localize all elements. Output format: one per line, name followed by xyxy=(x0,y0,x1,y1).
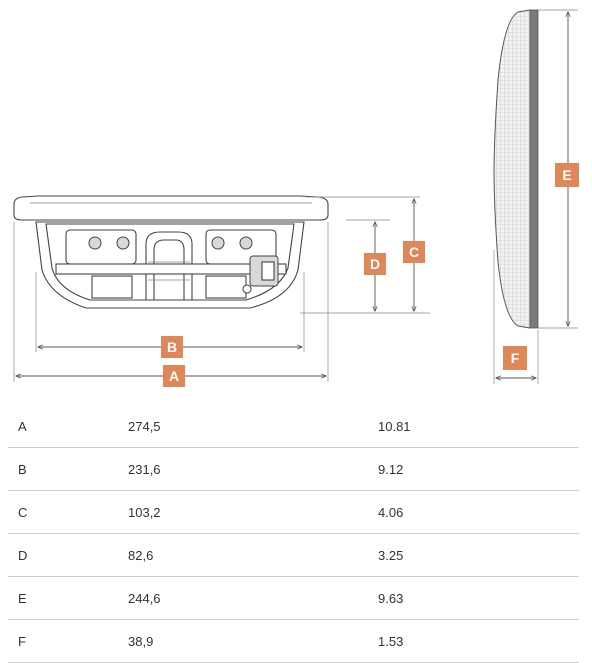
dimension-inch: 9.12 xyxy=(368,448,579,491)
dimension-mm: 103,2 xyxy=(118,491,368,534)
dimension-d xyxy=(364,222,386,311)
label-f: F xyxy=(510,350,520,366)
table-row xyxy=(8,534,579,577)
dimensions-table xyxy=(8,405,579,663)
dimension-inch: 1.53 xyxy=(368,620,579,663)
dimension-key: B xyxy=(8,448,118,491)
dimension-mm: 38,9 xyxy=(118,620,368,663)
speaker-side-view xyxy=(14,196,328,308)
dimension-key: A xyxy=(8,405,118,448)
dimension-key: E xyxy=(8,577,118,620)
dimension-mm: 244,6 xyxy=(118,577,368,620)
label-a: A xyxy=(168,368,180,384)
dimension-c xyxy=(403,199,425,311)
dimension-key: F xyxy=(8,620,118,663)
dimension-inch: 3.25 xyxy=(368,534,579,577)
dimension-f xyxy=(496,346,536,378)
dimension-inch: 4.06 xyxy=(368,491,579,534)
label-b: B xyxy=(166,339,178,355)
dimension-key: D xyxy=(8,534,118,577)
dimension-inch: 10.81 xyxy=(368,405,579,448)
table-row xyxy=(8,405,579,448)
label-c: C xyxy=(408,244,420,260)
dimension-a xyxy=(16,365,326,387)
label-e: E xyxy=(562,167,572,183)
table-row xyxy=(8,620,579,663)
table-row xyxy=(8,577,579,620)
label-d: D xyxy=(369,256,381,272)
dimension-mm: 274,5 xyxy=(118,405,368,448)
speaker-profile-view xyxy=(494,10,578,384)
dimension-mm: 82,6 xyxy=(118,534,368,577)
dimension-e xyxy=(555,12,579,326)
table-row xyxy=(8,448,579,491)
dimension-b xyxy=(38,336,302,358)
dimension-mm: 231,6 xyxy=(118,448,368,491)
table-row xyxy=(8,491,579,534)
dimension-inch: 9.63 xyxy=(368,577,579,620)
dimension-key: C xyxy=(8,491,118,534)
